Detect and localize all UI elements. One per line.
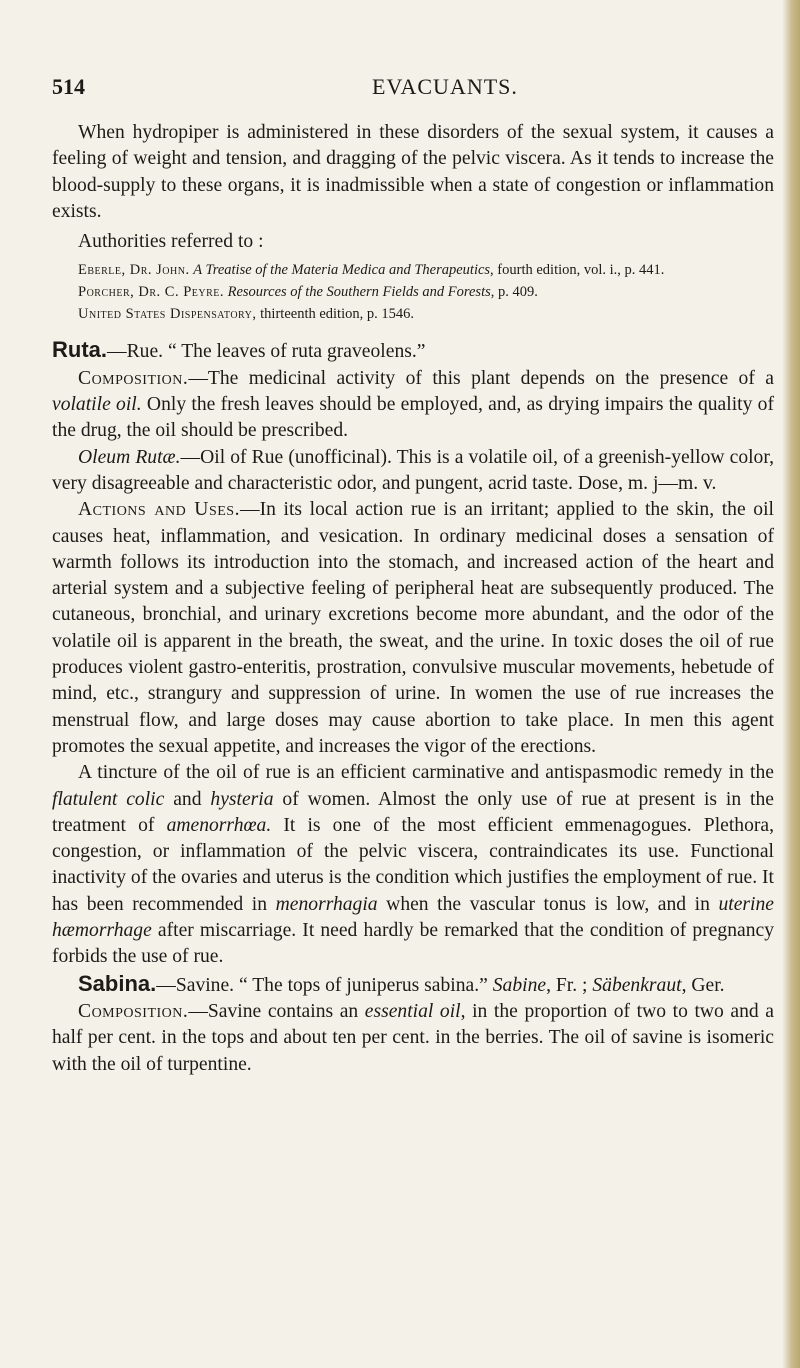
sabina-section: [52, 971, 774, 1078]
reference-item: United States Dispensatory, thirteenth edition, p. 1546.: [78, 306, 414, 323]
reference-list: [52, 259, 774, 325]
intro-paragraph: When hydropiper is administered in these disorders of the sexual system, it causes a feeling of weight and tension, and dragging of the pelvic viscera. As it tends to increase the blood-supply to these organs, it is inadmissible when a state of congestion or inflammation exists.: [52, 122, 774, 222]
page-number: 514: [52, 74, 85, 99]
page-header: [52, 74, 774, 120]
ruta-heading-line: Ruta.—Rue. “ The leaves of ruta graveolens.”: [52, 337, 426, 363]
sabina-composition: Composition.—Savine contains an essential oil, in the proportion of two to two and a half per cent. in the tops and about ten per cent. in the berries. The oil of savine is isomeric with the oil of turpentine.: [52, 1000, 774, 1075]
sabina-heading-line: Sabina.—Savine. “ The tops of juniperus sabina.” Sabine, Fr. ; Säbenkraut, Ger.: [78, 970, 725, 996]
ruta-section: [52, 337, 774, 970]
ruta-actions: Actions and Uses.—In its local action rue is an irritant; applied to the skin, the oil causes heat, inflammation, and vesication. In ordinary medicinal doses a sensation of warmth follows its introduction into the stomach, and increased action of the heart and arterial system and a subjective feeling of peripheral heat are subsequently produced. The cutaneous, bronchial, and urinary excretions become more abundant, and the odor of the volatile oil is apparent in the breath, the sweat, and the urine. In toxic doses the oil of rue produces violent gastro-enteritis, prostration, convulsive muscular movements, hebetude of mind, etc., strangury and suppression of urine. In women the use of rue increases the menstrual flow, and large doses may cause abortion to take place. In men this agent promotes the sexual appetite, and increases the vigor of the erections.: [52, 499, 774, 757]
sabina-heading: Sabina.: [78, 970, 157, 996]
running-title: EVACUANTS.: [372, 74, 518, 99]
ruta-heading: Ruta.: [52, 337, 107, 363]
book-page: [52, 0, 774, 1078]
page-edge: [782, 0, 800, 1368]
ruta-oleum: Oleum Rutæ.—Oil of Rue (unofficinal). This is a volatile oil, of a greenish-yellow color, very disagreeable and characteristic odor, and pungent, acrid taste. Dose, m. j—m. v.: [52, 446, 774, 494]
ruta-tincture: A tincture of the oil of rue is an efficient carminative and antispasmodic remedy in the flatulent colic and hysteria of women. Almost the only use of rue at present is in the treatment of amenorrhœa. It is one of the most efficient emmenagogues. Plethora, congestion, or inflammation of the pelvic viscera, contraindicates its use. Functional inactivity of the ovaries and uterus is the condition which justifies the employment of rue. It has been recommended in menorrhagia when the vascular tonus is low, and in uterine hæmorrhage after miscarriage. It need hardly be remarked that the condition of pregnancy forbids the use of rue.: [52, 762, 774, 968]
authorities-label: Authorities referred to :: [78, 231, 264, 253]
reference-item: Eberle, Dr. John. A Treatise of the Materia Medica and Therapeutics, fourth edition, vol. i., p. 441.: [78, 262, 665, 279]
ruta-composition: Composition.—The medicinal activity of this plant depends on the presence of a volatile oil. Only the fresh leaves should be employed, and, as drying impairs the quality of the drug, the oil should be prescribed.: [52, 367, 774, 442]
reference-item: Porcher, Dr. C. Peyre. Resources of the Southern Fields and Forests, p. 409.: [78, 284, 538, 301]
